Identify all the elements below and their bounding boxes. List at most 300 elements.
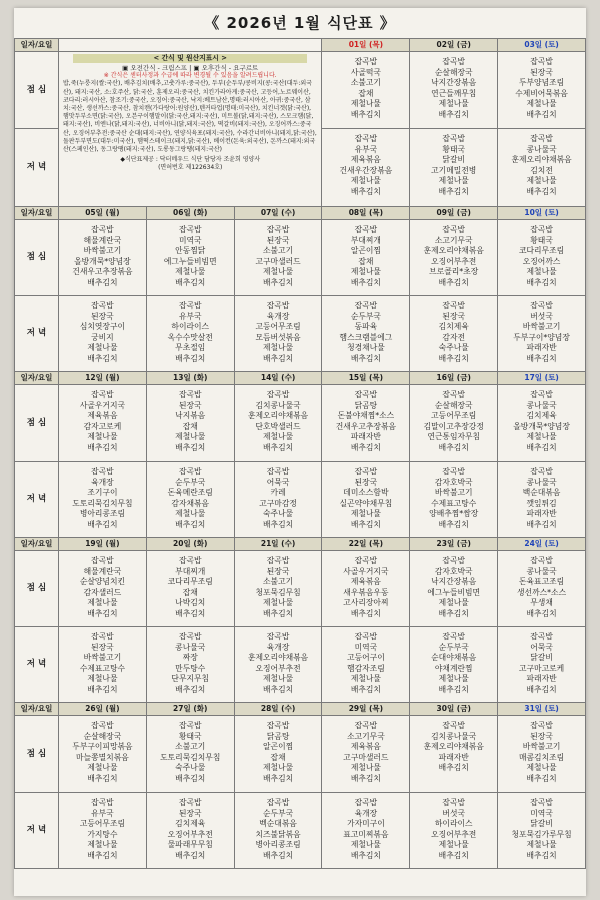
- dinner-menu-cell: [59, 296, 147, 372]
- menu-item: 두부구이피망볶음: [72, 742, 133, 752]
- day-header: 05일 (월): [59, 207, 147, 220]
- dinner-menu-cell: [322, 129, 410, 207]
- notice-box: [59, 52, 322, 207]
- menu-item: 제철나물: [263, 267, 294, 277]
- menu-item: 에그누들비빔면: [163, 256, 217, 266]
- menu-item: 소불고기: [263, 577, 294, 587]
- menu-item: 배추김치: [438, 763, 469, 773]
- menu-item: 표고미찌볶음: [343, 829, 389, 839]
- menu-items: [322, 627, 409, 696]
- menu-item: 잡곡밥: [266, 390, 290, 399]
- menu-item: 배추김치: [526, 519, 557, 529]
- dinner-menu-cell: [146, 627, 234, 703]
- menu-item: 제철나물: [87, 763, 118, 773]
- dinner-row: [15, 793, 586, 869]
- menu-item: 병아리콩조림: [79, 509, 126, 519]
- menu-items: [59, 627, 146, 696]
- menu-item: 된장국: [530, 731, 553, 741]
- menu-item: 잡채: [182, 587, 198, 597]
- lunch-menu-cell: [59, 716, 147, 793]
- menu-items: [410, 52, 497, 121]
- lunch-menu-cell: [59, 385, 147, 462]
- menu-items: [147, 627, 234, 696]
- menu-item: 배추김치: [526, 277, 557, 287]
- menu-item: 잡곡밥: [530, 632, 553, 641]
- menu-item: 잡채: [358, 88, 374, 98]
- license-number: (면허번호 제122634호): [158, 164, 223, 172]
- menu-item: 하이라이스: [171, 322, 210, 332]
- daymeal-header: 일자/요일: [15, 703, 59, 716]
- menu-item: 버섯국: [442, 808, 466, 818]
- menu-item: 유부국: [91, 808, 114, 818]
- menu-item: 배추김치: [175, 519, 206, 529]
- menu-item: 제철나물: [350, 267, 381, 277]
- lunch-row: [15, 220, 586, 296]
- menu-item: 제철나물: [438, 840, 469, 850]
- menu-item: 제육볶음: [350, 742, 381, 752]
- menu-items: [59, 296, 146, 365]
- dinner-menu-cell: [410, 627, 498, 703]
- lunch-menu-cell: [234, 716, 322, 793]
- menu-item: 올방개묵*양념장: [74, 256, 131, 266]
- menu-item: 제철나물: [526, 432, 557, 442]
- notice-warning: ※ 간식은 센터사정과 수급에 따라 변경될 수 있음을 알려드립니다.: [103, 72, 277, 80]
- menu-item: 코다리무조림: [167, 577, 213, 587]
- menu-item: 소불고기: [350, 78, 381, 88]
- day-header: 30일 (금): [410, 703, 498, 716]
- menu-item: 제철나물: [263, 343, 294, 353]
- menu-item: 배추김치: [87, 684, 118, 694]
- day-header: 22일 (목): [322, 538, 410, 551]
- menu-item: 에그누들비빔면: [427, 587, 481, 597]
- menu-item: 제철나물: [526, 763, 557, 773]
- dinner-label: 저 녁: [15, 462, 59, 538]
- menu-item: 육개장: [354, 808, 378, 818]
- day-header: 01일 (목): [322, 39, 410, 52]
- menu-item: 제철나물: [263, 763, 294, 773]
- menu-item: 청포묵김가루무침: [511, 829, 572, 839]
- menu-item: 양배추찜*쌈장: [429, 509, 479, 519]
- menu-item: 배추김치: [526, 773, 557, 783]
- menu-item: 동파육: [354, 322, 378, 332]
- menu-item: 훈제오리야채볶음: [423, 246, 484, 256]
- menu-item: 제육볶음: [87, 411, 118, 421]
- menu-item: 김치콩나물국: [255, 400, 301, 410]
- dinner-menu-cell: [234, 627, 322, 703]
- menu-item: 물파래무무침: [167, 840, 213, 850]
- menu-item: 잡곡밥: [530, 57, 553, 66]
- menu-item: 잡곡밥: [354, 225, 378, 234]
- menu-item: 배추김치: [526, 353, 557, 363]
- dinner-menu-cell: [234, 793, 322, 869]
- dinner-menu-cell: [410, 462, 498, 538]
- menu-item: 감자전: [442, 332, 466, 342]
- menu-item: 제철나물: [175, 267, 206, 277]
- menu-item: 콩나물국: [526, 566, 557, 576]
- menu-items: [59, 793, 146, 862]
- menu-item: 만두탕수: [175, 663, 206, 673]
- lunch-menu-cell: [234, 551, 322, 627]
- menu-items: [59, 385, 146, 454]
- day-header: 26일 (월): [59, 703, 147, 716]
- menu-item: 잡곡밥: [530, 556, 553, 565]
- menu-item: 배추김치: [438, 109, 469, 119]
- dinner-menu-cell: [410, 793, 498, 869]
- menu-item: 낙지간장볶음: [431, 577, 477, 587]
- lunch-menu-cell: [410, 220, 498, 296]
- day-header: 20일 (화): [146, 538, 234, 551]
- menu-item: 배추김치: [350, 109, 381, 119]
- menu-item: 부대찌개: [175, 566, 206, 576]
- menu-item: 오징어부추전: [167, 829, 213, 839]
- menu-item: 배추김치: [87, 773, 118, 783]
- menu-item: 고구마샐러드: [343, 752, 389, 762]
- menu-items: [410, 551, 497, 620]
- menu-item: 고구마샐러드: [255, 256, 301, 266]
- lunch-menu-cell: [410, 52, 498, 129]
- menu-item: 제철나물: [526, 99, 557, 109]
- menu-items: [410, 627, 497, 696]
- lunch-menu-cell: [146, 220, 234, 296]
- menu-item: 카레: [270, 488, 286, 498]
- menu-item: 바싹불고기: [83, 653, 122, 663]
- menu-item: 배추김치: [526, 684, 557, 694]
- menu-item: 잡곡밥: [354, 556, 378, 565]
- menu-item: 황태국: [530, 235, 553, 245]
- menu-item: 배추김치: [526, 186, 557, 196]
- menu-item: 잡곡밥: [178, 632, 202, 641]
- menu-items: [235, 220, 322, 289]
- dinner-menu-cell: [322, 627, 410, 703]
- lunch-menu-cell: [410, 551, 498, 627]
- menu-item: 건새우고추장볶음: [72, 267, 133, 277]
- menu-item: 제철나물: [438, 598, 469, 608]
- menu-item: 훈제오리야채볶음: [511, 155, 572, 165]
- menu-item: 고등어무조림: [255, 322, 301, 332]
- lunch-menu-cell: [498, 716, 586, 793]
- menu-item: 잡곡밥: [442, 467, 466, 476]
- lunch-row: [15, 385, 586, 462]
- menu-item: 고기메밀전병: [431, 165, 477, 175]
- menu-items: [235, 551, 322, 620]
- menu-item: 잡곡밥: [442, 301, 466, 310]
- menu-item: 돈육표고조림: [518, 577, 565, 587]
- week-header-row: [15, 538, 586, 551]
- menu-item: 제철나물: [438, 674, 469, 684]
- menu-item: 바싹불고기: [434, 488, 473, 498]
- menu-item: 파래자반: [526, 343, 557, 353]
- menu-item: 미역국: [354, 642, 378, 652]
- day-header: 21일 (수): [234, 538, 322, 551]
- menu-item: 건새우고추장볶음: [335, 421, 397, 431]
- dinner-row: [15, 296, 586, 372]
- menu-item: 제철나물: [526, 840, 557, 850]
- menu-item: 바싹불고기: [522, 742, 561, 752]
- lunch-menu-cell: [322, 551, 410, 627]
- lunch-menu-cell: [410, 385, 498, 462]
- lunch-row: [15, 551, 586, 627]
- menu-item: 배추김치: [350, 684, 381, 694]
- lunch-menu-cell: [498, 551, 586, 627]
- menu-items: [410, 793, 497, 862]
- dinner-menu-cell: [146, 462, 234, 538]
- menu-item: 순두부국: [175, 477, 206, 487]
- menu-item: 숙주나물: [175, 763, 206, 773]
- menu-item: 배추김치: [175, 850, 206, 860]
- menu-item: 훈제오리야채볶음: [423, 742, 484, 752]
- lunch-menu-cell: [322, 716, 410, 793]
- menu-item: 숙주나물: [263, 509, 294, 519]
- menu-item: 잡곡밥: [530, 225, 553, 234]
- notice-header-spacer: [59, 39, 322, 52]
- menu-item: 실곤약야채무침: [339, 498, 393, 508]
- menu-item: 잡곡밥: [91, 467, 114, 476]
- week-header-row: [15, 372, 586, 385]
- menu-item: 육개장: [266, 642, 290, 652]
- menu-item: 잡곡밥: [354, 390, 378, 399]
- menu-item: 훈제오리야채볶음: [247, 411, 309, 421]
- menu-item: 된장국: [266, 235, 290, 245]
- menu-item: 순두부국: [350, 311, 381, 321]
- lunch-menu-cell: [234, 385, 322, 462]
- menu-items: [498, 220, 585, 289]
- menu-item: 된장국: [91, 642, 114, 652]
- menu-item: 가자미구이: [347, 819, 385, 829]
- dinner-menu-cell: [410, 129, 498, 207]
- day-header: 27일 (화): [146, 703, 234, 716]
- day-header: 13일 (화): [146, 372, 234, 385]
- lunch-row: [15, 716, 586, 793]
- daymeal-header: 일자/요일: [15, 538, 59, 551]
- menu-item: 제철나물: [175, 509, 206, 519]
- menu-item: 제철나물: [87, 432, 118, 442]
- lunch-label: 점 심: [15, 220, 59, 296]
- lunch-menu-cell: [410, 716, 498, 793]
- menu-items: [498, 129, 585, 198]
- menu-item: 감자호박국: [434, 477, 473, 487]
- dinner-label: 저 녁: [15, 627, 59, 703]
- menu-item: 잡곡밥: [442, 225, 466, 234]
- menu-items: [235, 793, 322, 862]
- menu-item: 잡곡밥: [91, 301, 114, 310]
- dinner-menu-cell: [322, 793, 410, 869]
- dinner-menu-cell: [498, 627, 586, 703]
- day-header: 15일 (목): [322, 372, 410, 385]
- menu-item: 유부국: [178, 311, 202, 321]
- menu-item: 안동찜닭: [175, 246, 206, 256]
- menu-item: 잡곡밥: [266, 721, 290, 730]
- menu-item: 잡곡밥: [442, 556, 466, 565]
- menu-item: 연근들깨무침: [431, 88, 477, 98]
- lunch-menu-cell: [146, 551, 234, 627]
- menu-item: 파래자반: [438, 752, 469, 762]
- day-header: 12일 (월): [59, 372, 147, 385]
- menu-item: 브로콜리*초장: [429, 267, 479, 277]
- day-header: 19일 (월): [59, 538, 147, 551]
- menu-item: 순살해장국: [83, 731, 122, 741]
- menu-items: [322, 220, 409, 289]
- menu-item: 소불고기: [175, 742, 206, 752]
- menu-items: [59, 220, 146, 289]
- menu-item: 잡곡밥: [530, 467, 553, 476]
- menu-item: 콩나물국: [526, 144, 557, 154]
- lunch-label: 점 심: [15, 716, 59, 793]
- menu-item: 유부국: [354, 144, 378, 154]
- lunch-row: [15, 52, 586, 129]
- menu-items: [498, 627, 585, 696]
- menu-item: 배추김치: [438, 684, 469, 694]
- menu-item: 제철나물: [350, 763, 381, 773]
- menu-item: 배추김치: [175, 684, 206, 694]
- menu-item: 닭갈비: [442, 155, 466, 165]
- lunch-menu-cell: [322, 52, 410, 129]
- menu-item: 감자고로케: [83, 421, 122, 431]
- menu-item: 배추김치: [438, 277, 469, 287]
- menu-item: 잡곡밥: [530, 721, 553, 730]
- menu-item: 황태국: [442, 144, 466, 154]
- menu-item: 잡곡밥: [354, 134, 378, 143]
- dinner-menu-cell: [498, 296, 586, 372]
- lunch-menu-cell: [146, 716, 234, 793]
- menu-items: [322, 385, 409, 454]
- menu-items: [322, 52, 409, 121]
- day-header: 23일 (금): [410, 538, 498, 551]
- menu-item: 육개장: [266, 311, 290, 321]
- menu-item: 코다리무조림: [518, 246, 565, 256]
- menu-item: 배추김치: [87, 353, 118, 363]
- menu-item: 수제표고탕수: [79, 663, 126, 673]
- menu-item: 궁비지: [91, 332, 114, 342]
- menu-item: 제철나물: [87, 674, 118, 684]
- menu-items: [322, 296, 409, 365]
- daymeal-header: 일자/요일: [15, 39, 59, 52]
- menu-item: 훈제오리야채볶음: [247, 653, 309, 663]
- menu-item: 사골우거지국: [79, 400, 126, 410]
- menu-items: [147, 385, 234, 454]
- menu-item: 매콤김치조림: [518, 752, 565, 762]
- menu-item: 배추김치: [350, 850, 381, 860]
- menu-item: 잡곡밥: [530, 134, 553, 143]
- menu-item: 잡곡밥: [91, 390, 114, 399]
- menu-item: 제철나물: [350, 840, 381, 850]
- menu-item: 모듬버섯볶음: [255, 332, 301, 342]
- menu-item: 닭갈비: [530, 653, 553, 663]
- menu-item: 배추김치: [350, 186, 381, 196]
- menu-item: 병아리콩조림: [255, 840, 301, 850]
- menu-item: 짜장: [182, 653, 198, 663]
- menu-item: 잡곡밥: [530, 390, 553, 399]
- menu-table: [14, 38, 586, 869]
- menu-items: [147, 793, 234, 862]
- menu-items: [498, 385, 585, 454]
- dinner-label: 저 녁: [15, 129, 59, 207]
- menu-items: [147, 296, 234, 365]
- menu-item: 버섯국: [530, 311, 553, 321]
- menu-item: 어묵국: [266, 477, 290, 487]
- week-header-row: [15, 207, 586, 220]
- menu-item: 올방개묵*양념장: [513, 421, 570, 431]
- day-header: 10일 (토): [498, 207, 586, 220]
- menu-item: 배추김치: [175, 442, 206, 452]
- menu-item: 제철나물: [263, 598, 294, 608]
- menu-item: 순두부국: [263, 808, 294, 818]
- menu-item: 배추김치: [175, 773, 206, 783]
- menu-item: 가지탕수: [87, 829, 118, 839]
- menu-item: 김치전: [530, 165, 553, 175]
- menu-item: 미역국: [178, 235, 202, 245]
- dinner-menu-cell: [59, 462, 147, 538]
- menu-item: 제철나물: [438, 99, 469, 109]
- menu-item: 오징어부추전: [431, 829, 477, 839]
- menu-items: [410, 385, 497, 454]
- menu-items: [322, 551, 409, 620]
- menu-item: 생선까스*소스: [517, 587, 567, 597]
- menu-item: 두부구이*양념장: [513, 332, 570, 342]
- menu-item: 잡곡밥: [354, 798, 378, 807]
- menu-item: 오징어부추전: [255, 663, 301, 673]
- menu-item: 잡곡밥: [91, 721, 114, 730]
- menu-item: 잡곡밥: [178, 556, 202, 565]
- menu-item: 배추김치: [438, 353, 469, 363]
- menu-items: [322, 716, 409, 785]
- day-header: 14일 (수): [234, 372, 322, 385]
- menu-item: 햄감자조림: [347, 663, 385, 673]
- menu-item: 배추김치: [438, 850, 469, 860]
- menu-item: 소불고기: [263, 246, 294, 256]
- menu-item: 알곤이찜: [263, 742, 294, 752]
- lunch-label: 점 심: [15, 551, 59, 627]
- menu-item: 김치제육: [526, 411, 557, 421]
- menu-item: 제철나물: [263, 432, 294, 442]
- menu-items: [498, 52, 585, 121]
- menu-item: 제철나물: [263, 674, 294, 684]
- dinner-menu-cell: [410, 296, 498, 372]
- lunch-menu-cell: [498, 385, 586, 462]
- menu-items: [410, 716, 497, 774]
- menu-items: [147, 462, 234, 531]
- menu-item: 배추김치: [87, 277, 118, 287]
- menu-item: 제철나물: [350, 176, 381, 186]
- menu-item: 제철나물: [526, 267, 557, 277]
- menu-item: 도토리묵김치무침: [72, 498, 133, 508]
- page-title: 《 2026년 1월 식단표 》: [204, 14, 396, 32]
- menu-item: 옥수수맛살전: [167, 332, 213, 342]
- menu-item: 수제비어묵볶음: [515, 88, 568, 98]
- menu-item: 잡곡밥: [178, 467, 202, 476]
- menu-item: 배추김치: [438, 186, 469, 196]
- menu-item: 도토리묵김치무침: [160, 752, 221, 762]
- menu-item: 연근통임자무침: [427, 432, 481, 442]
- menu-item: 닭갈비: [530, 819, 553, 829]
- menu-item: 파래자반: [526, 509, 557, 519]
- menu-item: 사골떡국: [350, 67, 381, 77]
- menu-items: [498, 296, 585, 365]
- menu-item: 배추김치: [175, 277, 206, 287]
- daymeal-header: 일자/요일: [15, 207, 59, 220]
- menu-source: ◆식단표제공 : 닥터메우드 식단 담당자 조윤희 영양사: [120, 156, 261, 164]
- menu-item: 순살양념치킨: [79, 577, 126, 587]
- menu-items: [235, 385, 322, 454]
- menu-item: 배추김치: [263, 608, 294, 618]
- menu-item: 닭곰탕: [354, 400, 378, 410]
- menu-item: 잡곡밥: [442, 721, 466, 730]
- menu-item: 사골우거지국: [343, 566, 389, 576]
- menu-item: 잡곡밥: [91, 798, 114, 807]
- menu-item: 잡곡밥: [266, 301, 290, 310]
- menu-item: 잡채: [182, 421, 198, 431]
- menu-items: [498, 462, 585, 531]
- menu-item: 배추김치: [263, 850, 294, 860]
